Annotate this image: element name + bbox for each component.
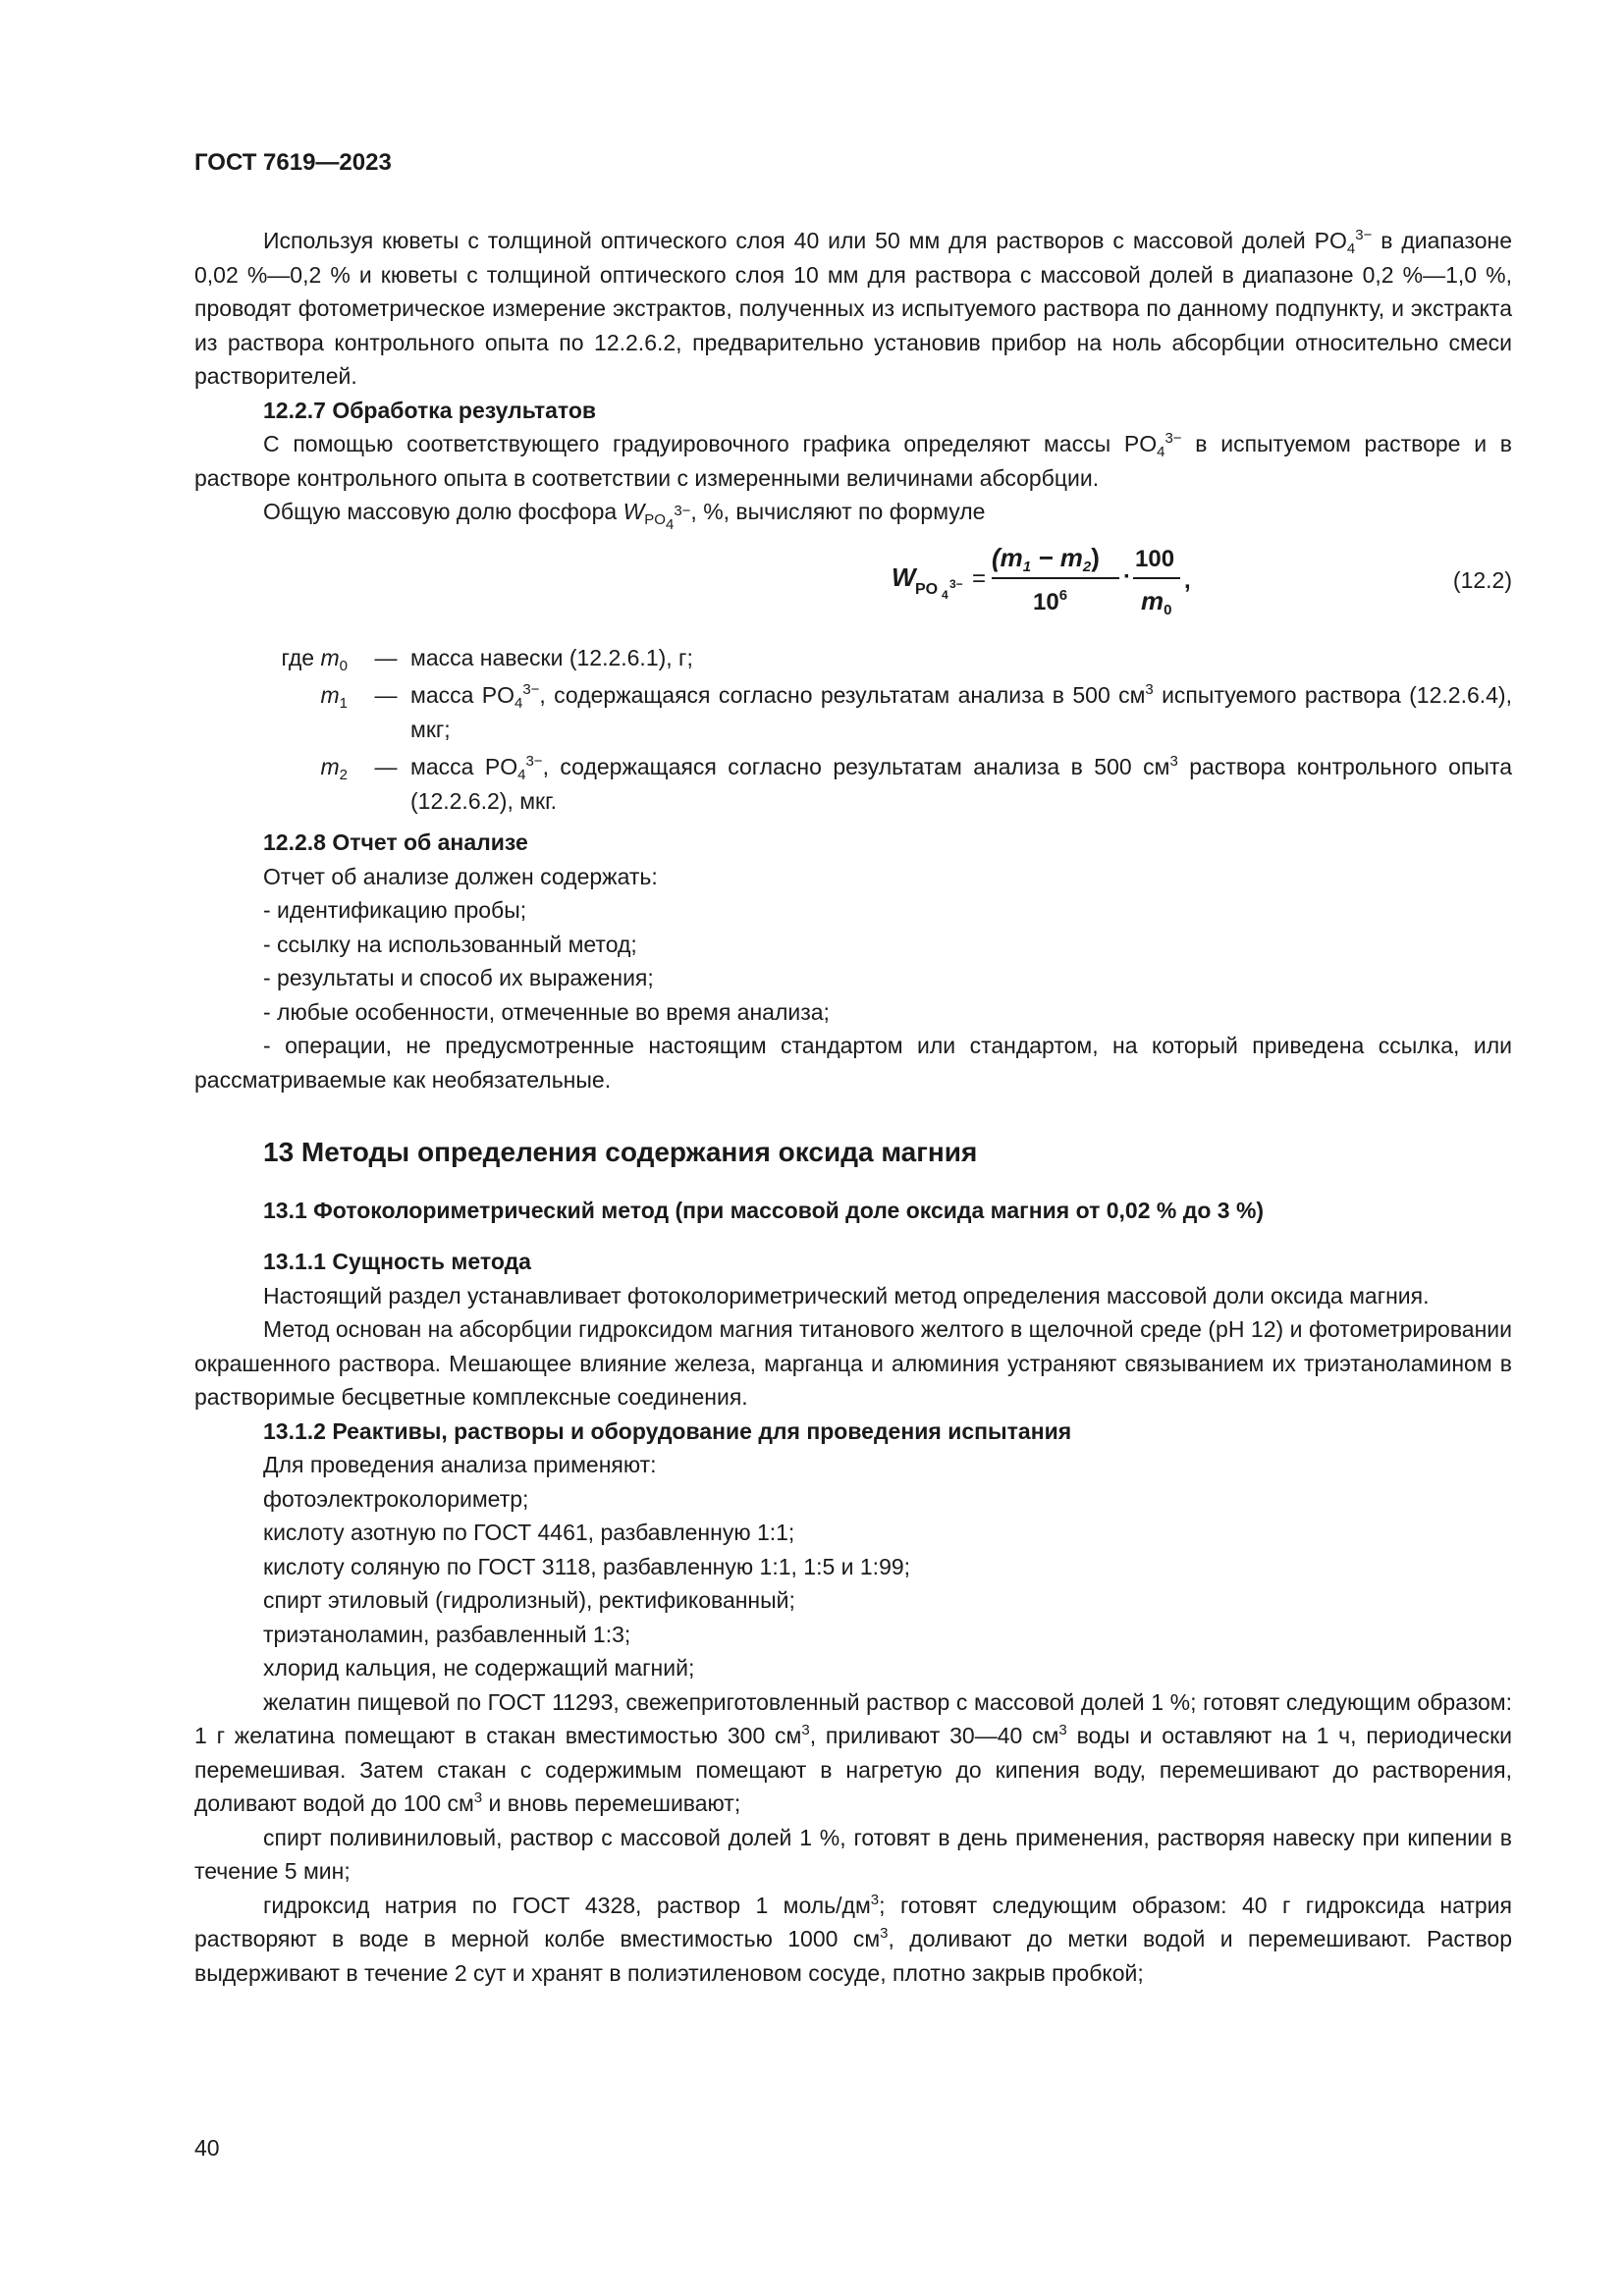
- formula-denominator: $10^6$: [1033, 586, 1068, 615]
- report-line: - любые особенности, отмеченные во время анализа;: [263, 998, 830, 1025]
- formula-denominator-2: m0: [1141, 585, 1172, 618]
- report-line: Отчет об анализе должен содержать:: [263, 863, 658, 889]
- where-item-m1: $m_1$ — масса $PO_4^{3-}$, содержащаяся согласно результатам анализа в 500 $см^3$ испытуемого раствора (12.2.6.4), мкг;: [320, 681, 1512, 742]
- paragraph-cuvettes: Используя кюветы с толщиной оптического слоя 40 или 50 мм для растворов с массовой долей $PO_4^{3-}$ в диапазоне 0,02 %—0,2 % и кюветы с толщиной оптического слоя 10 мм для раствора с массовой долей в диапазоне 0,2 %—1,0 %, проводят фотометрическое измерение экстрактов, полученных из испытуемого раствора по данному подпункту, и экстракта из раствора контрольного опыта по 12.2.6.2, предварительно установив прибор на ноль абсорбции относительно смеси растворителей.: [194, 227, 1512, 389]
- paragraph-formula-intro: Общую массовую долю фосфора $W_{PO_4^{3-}}$, %, вычисляют по формуле: [263, 499, 986, 533]
- paragraph-gelatin: желатин пищевой по ГОСТ 11293, свежеприготовленный раствор с массовой долей 1 %; готовят следующим образом: 1 г желатина помещают в стакан вместимостью 300 $см^3$, приливают 30—40 $см^3$ воды и оставляют на 1 ч, периодически перемешивая. Затем стакан с содержимым помещают в нагретую до кипения воду, перемешивают до растворения, доливают водой до 100 $см^3$ и вновь перемешивают;: [194, 1688, 1512, 1816]
- paragraph-pva: спирт поливиниловый, раствор с массовой долей 1 %, готовят в день применения, растворяя навеску при кипении в течение 5 мин;: [194, 1824, 1512, 1884]
- subsection-title-12-2-7: 12.2.7 Обработка результатов: [263, 397, 597, 423]
- reagent-line: спирт этиловый (гидролизный), ректификованный;: [263, 1587, 795, 1613]
- where-item-m0: где $m_0$ — масса навески (12.2.6.1), г;: [281, 644, 693, 674]
- formula-lhs-sub: PO: [915, 580, 939, 598]
- where-item-m2: $m_2$ — масса $PO_4^{3-}$, содержащаяся согласно результатам анализа в 500 $см^3$ раствора контрольного опыта (12.2.6.2), мкг.: [320, 753, 1513, 814]
- report-line: - результаты и способ их выражения;: [263, 965, 654, 990]
- subsection-title-13-1-1: 13.1.1 Сущность метода: [263, 1249, 531, 1274]
- section-title-13: 13 Методы определения содержания оксида магния: [263, 1137, 978, 1167]
- formula-comma: ,: [1184, 566, 1191, 594]
- formula-lhs-sup: 3−: [949, 576, 963, 591]
- report-line: - операции, не предусмотренные настоящим стандартом или стандартом, на который приведена ссылка, или рассматриваемые как необязательные.: [194, 1033, 1512, 1093]
- section-title-13-1: 13.1 Фотоколориметрический метод (при массовой доле оксида магния от 0,02 % до 3 %): [263, 1197, 1265, 1223]
- subsection-title-13-1-2: 13.1.2 Реактивы, растворы и оборудование для проведения испытания: [263, 1417, 1072, 1444]
- reagent-line: Для проведения анализа применяют:: [263, 1452, 657, 1477]
- document-header: ГОСТ 7619—2023: [194, 149, 392, 176]
- formula-lhs-sub2: 4: [942, 587, 948, 602]
- paragraph-calibration: С помощью соответствующего градуировочного графика определяют массы $PO_4^{3-}$ в испытуемом растворе и в растворе контрольного опыта в соответствии с измеренными величинами абсорбции.: [194, 430, 1512, 491]
- paragraph-method-scope: Настоящий раздел устанавливает фотоколориметрический метод определения массовой доли оксида магния.: [263, 1282, 1430, 1308]
- formula-numerator: (m1 − m2): [992, 542, 1100, 575]
- paragraph-method-basis: Метод основан на абсорбции гидроксидом магния титанового желтого в щелочной среде (рН 12) и фотометрировании окрашенного раствора. Мешающее влияние железа, марганца и алюминия устраняют связыванием их триэтаноламином в растворимые бесцветные комплексные соединения.: [194, 1316, 1512, 1410]
- formula-eq: =: [972, 564, 987, 592]
- page-number: 40: [194, 2135, 220, 2161]
- report-line: - ссылку на использованный метод;: [263, 931, 637, 957]
- formula-numerator-2: 100: [1135, 545, 1175, 572]
- document-body: [194, 224, 1512, 1990]
- reagent-line: хлорид кальция, не содержащий магний;: [263, 1655, 695, 1681]
- reagent-line: триэтаноламин, разбавленный 1:3;: [263, 1621, 631, 1647]
- where-list: [194, 641, 1512, 819]
- formula-lhs: W: [892, 561, 916, 592]
- paragraph-naoh: гидроксид натрия по ГОСТ 4328, раствор 1 моль/$дм^3$; готовят следующим образом: 40 г гидроксида натрия растворяют в воде в мерной колбе вместимостью 1000 $см^3$, доливают до метки водой и перемешивают. Раствор выдерживают в течение 2 сут и хранят в полиэтиленовом сосуде, плотно закрыв пробкой;: [194, 1891, 1513, 1986]
- formula-12-2: [194, 529, 1512, 637]
- subsection-title-12-2-8: 12.2.8 Отчет об анализе: [263, 829, 528, 855]
- reagent-line: фотоэлектроколориметр;: [263, 1485, 529, 1512]
- reagent-line: кислоту азотную по ГОСТ 4461, разбавленную 1:1;: [263, 1520, 795, 1545]
- reagent-line: кислоту соляную по ГОСТ 3118, разбавленную 1:1, 1:5 и 1:99;: [263, 1553, 911, 1579]
- report-line: - идентификацию пробы;: [263, 897, 527, 923]
- formula-graphic: [705, 529, 1216, 627]
- formula-dot: ·: [1123, 562, 1131, 590]
- formula-number: (12.2): [1452, 566, 1512, 593]
